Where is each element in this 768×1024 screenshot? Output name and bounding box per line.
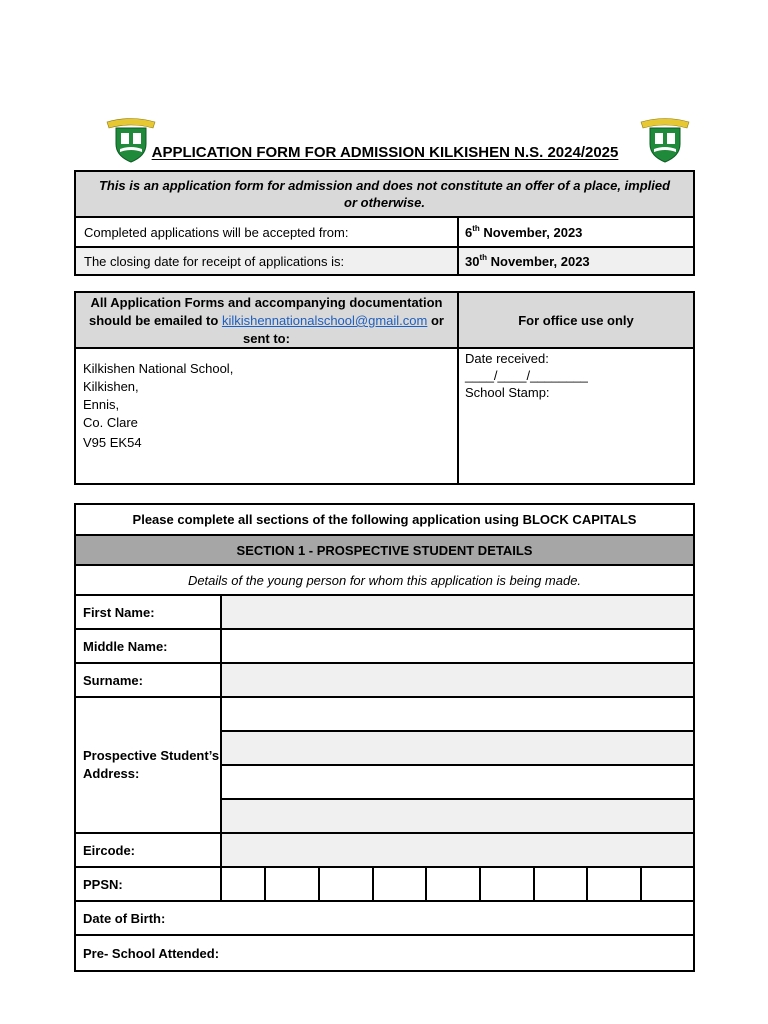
accept-from-date: 6 $^{th}$ November, 2023 <box>465 224 583 240</box>
accept-from-label: Completed applications will be accepted from: <box>76 218 459 246</box>
ppsn-box[interactable] <box>374 868 427 900</box>
notice-text: This is an application form for admission and does not constitute an offer of a place, implied or otherwise. <box>76 172 693 218</box>
preschool-label: Pre- School Attended: <box>83 945 220 961</box>
closing-date-row <box>76 246 693 274</box>
first-name-field[interactable] <box>222 596 693 628</box>
school-address: Kilkishen National School, Kilkishen, Ennis, Co. Clare V95 EK54 <box>76 349 459 483</box>
ppsn-box[interactable] <box>588 868 642 900</box>
eircode-label: Eircode: <box>76 834 222 866</box>
section1-table <box>74 503 695 972</box>
dob-row[interactable] <box>76 902 693 936</box>
ppsn-label: PPSN: <box>76 868 222 900</box>
page-title: APPLICATION FORM FOR ADMISSION KILKISHEN N.S. 2024/2025 <box>151 144 619 161</box>
first-name-label: First Name: <box>76 596 222 628</box>
ppsn-box[interactable] <box>642 868 693 900</box>
ppsn-box[interactable] <box>535 868 588 900</box>
submission-table <box>74 291 695 485</box>
ppsn-box[interactable] <box>320 868 374 900</box>
ppsn-box[interactable] <box>427 868 481 900</box>
ppsn-row <box>76 868 693 902</box>
office-use-heading: For office use only <box>518 312 634 328</box>
address-line-field[interactable] <box>222 698 693 732</box>
submission-heading: All Application Forms and accompanying documentation should be emailed to kilkishennationalschool@gmail.com or sent to: <box>76 293 459 347</box>
block-capitals-instruction: Please complete all sections of the following application using BLOCK CAPITALS <box>76 505 693 536</box>
surname-field[interactable] <box>222 664 693 696</box>
date-received-label: Date received: <box>465 351 549 366</box>
closing-date-value: 30 $^{th}$ November, 2023 <box>465 253 590 269</box>
notice-table <box>74 170 695 276</box>
first-name-row <box>76 596 693 630</box>
address-label: Prospective Student’s Address: <box>76 698 222 832</box>
surname-label: Surname: <box>76 664 222 696</box>
closing-date-label: The closing date for receipt of applications is: <box>76 248 459 274</box>
address-line-field[interactable] <box>222 732 693 766</box>
school-stamp-label: School Stamp: <box>465 385 550 400</box>
address-row <box>76 698 693 834</box>
eircode-field[interactable] <box>222 834 693 866</box>
eircode-row <box>76 834 693 868</box>
preschool-row[interactable] <box>76 936 693 970</box>
date-received-field[interactable]: ____/____/________ <box>465 368 588 383</box>
middle-name-row <box>76 630 693 664</box>
email-link[interactable]: kilkishennationalschool@gmail.com <box>221 313 428 328</box>
surname-row <box>76 664 693 698</box>
accept-from-row <box>76 218 693 246</box>
ppsn-box[interactable] <box>481 868 535 900</box>
ppsn-box[interactable] <box>266 868 320 900</box>
section1-description: Details of the young person for whom this application is being made. <box>76 566 693 596</box>
address-line-field[interactable] <box>222 766 693 800</box>
address-line-field[interactable] <box>222 800 693 832</box>
dob-label: Date of Birth: <box>83 910 166 926</box>
middle-name-label: Middle Name: <box>76 630 222 662</box>
middle-name-field[interactable] <box>222 630 693 662</box>
ppsn-box[interactable] <box>222 868 266 900</box>
office-use-box <box>459 349 693 483</box>
section1-heading: SECTION 1 - PROSPECTIVE STUDENT DETAILS <box>76 536 693 566</box>
